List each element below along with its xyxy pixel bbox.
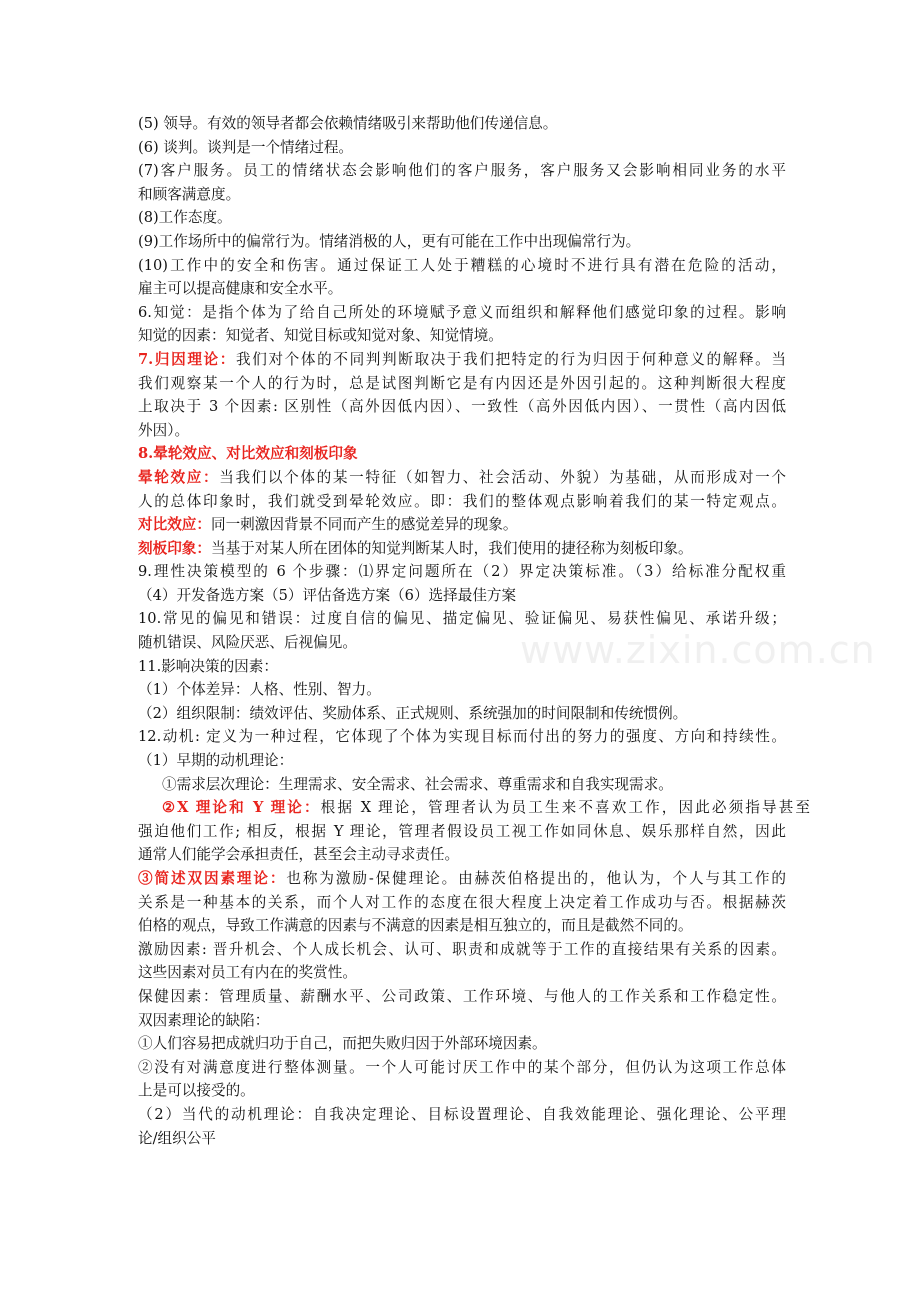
line-text: ①需求层次理论：生理需求、安全需求、社会需求、尊重需求和自我实现需求。: [162, 775, 673, 793]
line-text: （4）开发备选方案（5）评估备选方案（6）选择最佳方案: [138, 586, 517, 604]
line-text: 通常人们能学会承担责任，甚至会主动寻求责任。: [138, 846, 460, 864]
line-text: 我们对个体的不同判判断取决于我们把特定的行为归因于何种意义的解释。当: [236, 350, 786, 368]
heading-label: ②X 理论和 Y 理论：: [162, 799, 321, 817]
text-line: [138, 254, 786, 278]
line-text: ①人们容易把成就归功于自己，而把失败归因于外部环境因素。: [138, 1035, 547, 1053]
text-line: [138, 961, 786, 985]
line-text: 6.知觉：是指个体为了给自己所处的环境赋予意义而组织和解释他们感觉印象的过程。影响: [138, 303, 786, 321]
text-line: [138, 914, 786, 938]
line-text: 外因）。: [138, 421, 190, 439]
text-line: [138, 183, 786, 207]
line-text: (10)工作中的安全和伤害。通过保证工人处于糟糕的心境时不进行具有潜在危险的活动，: [138, 256, 786, 274]
line-text: 当我们以个体的某一特征（如智力、社会活动、外貌）为基础，从而形成对一个: [219, 468, 786, 486]
text-line: [138, 560, 786, 584]
text-line: [138, 301, 786, 325]
watermark: www.zixin.com.cn: [520, 628, 876, 672]
heading-label: 对比效应：: [138, 516, 211, 534]
line-text: 关系是一种基本的关系，而个人对工作的态度在很大程度上决定着工作成功与否。根据赫茨: [138, 893, 786, 911]
line-text: 激励因素: 晋升机会、个人成长机会、认可、职责和成就等于工作的直接结果有关系的因素。: [138, 940, 786, 958]
text-line: [138, 985, 786, 1009]
text-line: [138, 442, 786, 466]
line-text: 11.影响决策的因素：: [138, 657, 278, 675]
document-body: [138, 112, 810, 1150]
line-text: (5) 领导。有效的领导者都会依赖情绪吸引来帮助他们传递信息。: [138, 115, 558, 132]
text-line: [138, 655, 786, 679]
text-line: [138, 749, 786, 773]
line-text: 上取决于 3 个因素: 区别性（高外因低内因）、一致性（高外因低内因）、一贯性（高内因低: [138, 398, 786, 416]
line-text: 随机错误、风险厌恶、后视偏见。: [138, 634, 357, 652]
line-text: (7)客户服务。员工的情绪状态会影响他们的客户服务，客户服务又会影响相同业务的水平: [138, 162, 786, 180]
line-text: 10.常见的偏见和错误：过度自信的偏见、描定偏见、验证偏见、易获性偏见、承诺升级；: [138, 610, 786, 628]
text-line: [138, 230, 786, 254]
text-line: [138, 277, 786, 301]
text-line: [138, 1056, 786, 1080]
line-text: 9.理性决策模型的 6 个步骤：⑴界定问题所在（2）界定决策标准。（3）给标准分配权重: [138, 563, 786, 581]
text-line: [138, 773, 786, 797]
line-text: 这些因素对员工有内在的奖赏性。: [138, 964, 357, 982]
text-line: [138, 1009, 786, 1033]
text-line: [138, 348, 786, 372]
line-text: (9)工作场所中的偏常行为。情绪消极的人，更有可能在工作中出现偏常行为。: [138, 232, 641, 250]
text-line: [138, 867, 786, 891]
text-line: [138, 112, 786, 136]
text-line: [138, 537, 786, 561]
line-text: 论/组织公平: [138, 1129, 216, 1147]
heading-label: ③简述双因素理论：: [138, 870, 287, 887]
line-text: 我们观察某一个人的行为时，总是试图判断它是有内因还是外因引起的。这种判断很大程度: [138, 374, 786, 392]
line-text: 上是可以接受的。: [138, 1082, 255, 1100]
text-line: [138, 372, 786, 396]
line-text: (6) 谈判。谈判是一个情绪过程。: [138, 138, 354, 156]
text-line: [138, 159, 786, 183]
text-line: [138, 513, 786, 537]
line-text: （1）早期的动机理论：: [138, 752, 294, 770]
text-line: [138, 395, 786, 419]
text-line: [138, 466, 786, 490]
line-text: (8)工作态度。: [138, 209, 232, 227]
text-line: [138, 702, 786, 726]
text-line: [138, 678, 786, 702]
text-line: [138, 820, 786, 844]
text-line: [138, 490, 786, 514]
line-text: 和顾客满意度。: [138, 185, 241, 203]
line-text: 保健因素：管理质量、薪酬水平、公司政策、工作环境、与他人的工作关系和工作稳定性。: [138, 987, 786, 1005]
text-line: [138, 938, 786, 962]
line-text: 根据 X 理论，管理者认为员工生来不喜欢工作，因此必须指导甚至: [320, 799, 810, 817]
text-line: [138, 607, 786, 631]
text-line: [138, 843, 786, 867]
line-text: 双因素理论的缺陷：: [138, 1011, 270, 1029]
text-line: [138, 1103, 786, 1127]
line-text: 知觉的因素：知觉者、知觉目标或知觉对象、知觉情境。: [138, 327, 503, 345]
heading-label: 7.归因理论：: [138, 350, 236, 368]
text-line: [138, 1032, 786, 1056]
line-text: 同一刺激因背景不同而产生的感觉差异的现象。: [210, 516, 518, 534]
line-text: 也称为激励-保健理论。由赫茨伯格提出的，他认为，个人与其工作的: [286, 870, 786, 887]
text-line: [138, 1079, 786, 1103]
line-text: 伯格的观点，导致工作满意的因素与不满意的因素是相互独立的，而且是截然不同的。: [138, 917, 693, 935]
text-line: [138, 136, 786, 160]
text-line: [138, 584, 786, 608]
text-line: [138, 725, 786, 749]
text-line: [138, 891, 786, 915]
line-text: 当基于对某人所在团体的知觉判断某人时，我们使用的捷径称为刻板印象。: [210, 539, 693, 557]
text-line: [138, 419, 786, 443]
text-line: [138, 206, 786, 230]
line-text: （2）组织限制：绩效评估、奖励体系、正式规则、系统强加的时间限制和传统惯例。: [138, 704, 688, 722]
heading-label: 晕轮效应：: [138, 468, 220, 486]
line-text: （2）当代的动机理论：自我决定理论、目标设置理论、自我效能理论、强化理论、公平理: [138, 1105, 786, 1123]
text-line: [138, 796, 810, 820]
heading-label: 8.晕轮效应、对比效应和刻板印象: [138, 445, 358, 463]
line-text: 强迫他们工作; 相反，根据 Y 理论，管理者假设员工视工作如同休息、娱乐那样自然，因此: [138, 822, 786, 840]
line-text: 12.动机: 定义为一种过程，它体现了个体为实现目标而付出的努力的强度、方向和持续性。: [138, 728, 786, 746]
text-line: [138, 324, 786, 348]
line-text: （1）个体差异：人格、性别、智力。: [138, 681, 381, 699]
text-line: [138, 631, 786, 655]
heading-label: 刻板印象：: [138, 539, 211, 557]
text-line: [138, 1127, 786, 1151]
line-text: 人的总体印象时，我们就受到晕轮效应。即：我们的整体观点影响着我们的某一特定观点。: [138, 492, 786, 510]
line-text: 雇主可以提高健康和安全水平。: [138, 280, 343, 298]
line-text: ②没有对满意度进行整体测量。一个人可能讨厌工作中的某个部分，但仍认为这项工作总体: [138, 1058, 786, 1076]
